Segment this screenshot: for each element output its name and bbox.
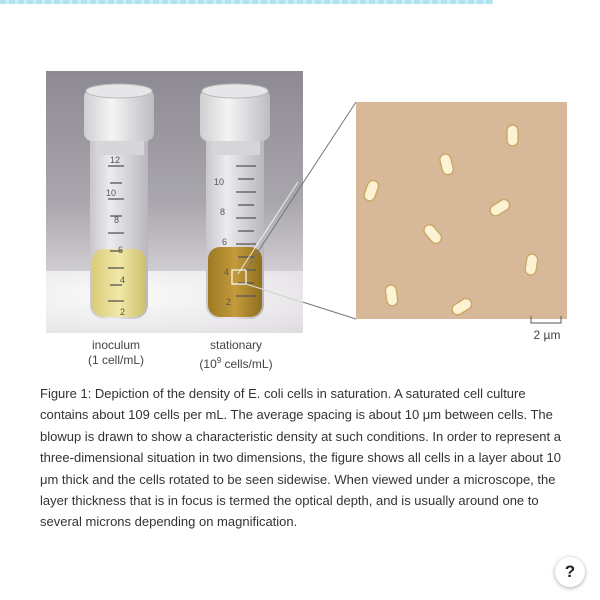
figure (46, 71, 566, 371)
top-decorative-strip (0, 0, 493, 4)
stationary-tube (200, 84, 270, 319)
stationary-density: ($10^9$ cells/mL) (199, 356, 273, 371)
help-button[interactable]: ? (555, 557, 585, 587)
cell (422, 222, 444, 245)
svg-text:12: 12 (110, 155, 121, 165)
tubes-drawing (46, 71, 303, 333)
cell (450, 296, 474, 316)
figure-caption: Figure 1: Depiction of the density of E. coli cells in saturation. A saturated cell culture contains about 109 cells per mL. The average spacing is about 10 μm between cells. The blowup is drawn to show a characteristic density at such conditions. In order to represent a three-dimensional situation in two dimensions, the figure shows all cells in a layer about 10 μm thick and the cells rotated to be seen sidewise. When viewed under a microscope, the layer thickness that is in focus is termed the optical depth, and is usually around one to several microns depending on magnification. (40, 386, 562, 530)
stationary-name: stationary (209, 338, 263, 352)
inoculum-density: (1 cell/mL) (87, 353, 144, 367)
svg-text:10: 10 (106, 188, 117, 198)
svg-text:2: 2 (120, 307, 126, 317)
tubes-photo (46, 71, 303, 333)
inoculum-label (76, 338, 156, 368)
scale-bar-label: 2 µm (533, 328, 561, 342)
cell (363, 179, 381, 202)
cell (488, 197, 512, 217)
svg-text:6: 6 (222, 237, 228, 247)
svg-text:6: 6 (118, 245, 124, 255)
e-coli-cells (356, 102, 567, 319)
inoculum-tube (84, 84, 154, 319)
cell-density-blowup (356, 102, 567, 319)
cell (439, 153, 455, 176)
svg-text:10: 10 (214, 177, 225, 187)
svg-text:4: 4 (120, 275, 126, 285)
scale-bar (530, 315, 570, 327)
svg-text:8: 8 (220, 207, 226, 217)
svg-text:2: 2 (226, 297, 232, 307)
stationary-label (186, 338, 286, 372)
cell (525, 253, 539, 275)
cell (507, 125, 518, 146)
svg-text:8: 8 (114, 215, 120, 225)
svg-text:4: 4 (224, 267, 230, 277)
inoculum-name: inoculum (91, 338, 141, 352)
cell (385, 284, 399, 306)
